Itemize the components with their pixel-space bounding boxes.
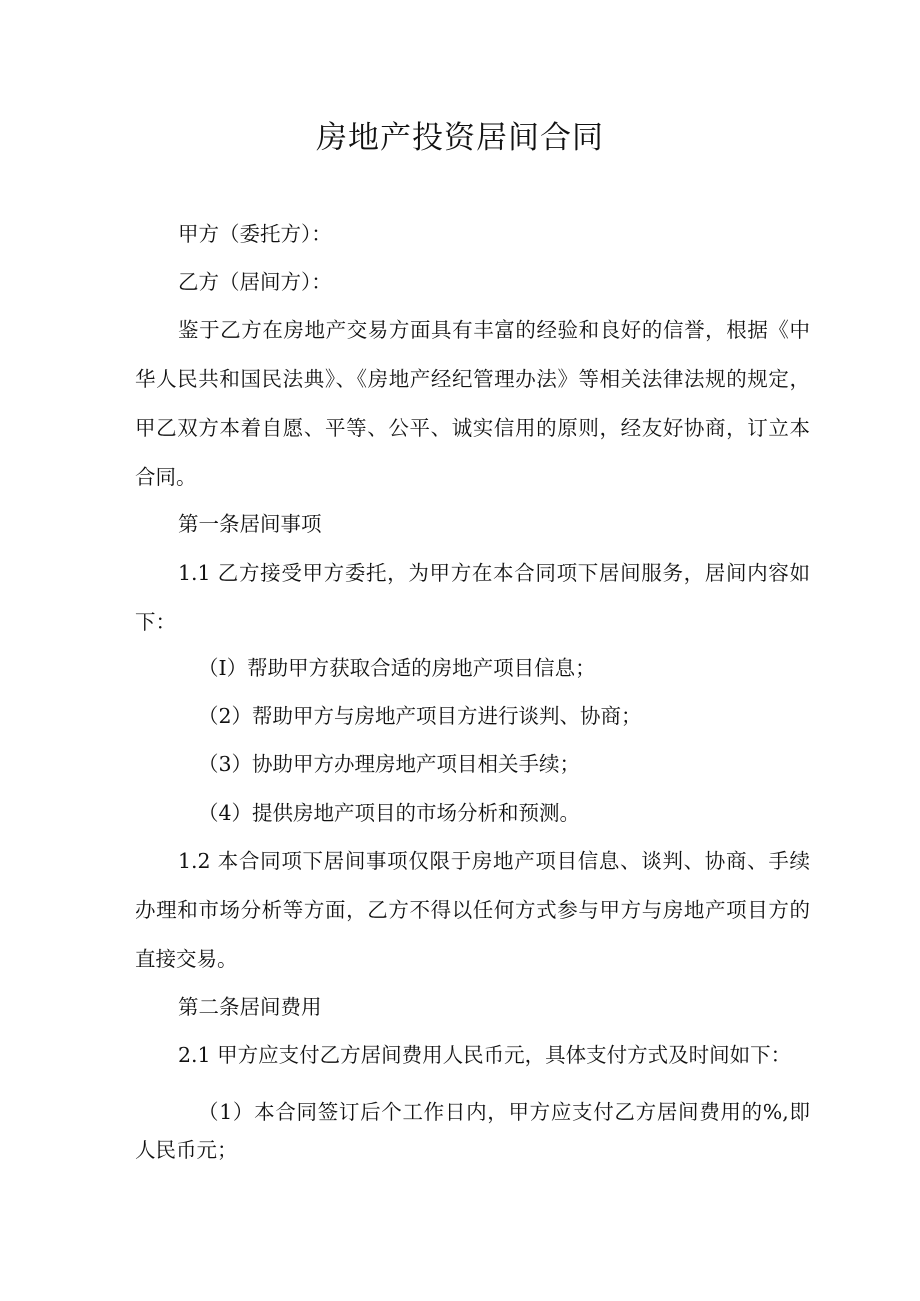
clause-1-1: 1.1 乙方接受甲方委托，为甲方在本合同项下居间服务，居间内容如下： — [135, 561, 810, 634]
clause-2-1: 2.1 甲方应支付乙方居间费用人民币元，具体支付方式及时间如下： — [178, 1043, 792, 1067]
party-a-line: 甲方（委托方）： — [178, 222, 332, 246]
clause-1-2: 1.2 本合同项下居间事项仅限于房地产项目信息、谈判、协商、手续办理和市场分析等方面，乙方不得以任何方式参与甲方与房地产项目方的直接交易。 — [135, 849, 810, 971]
preamble-paragraph: 鉴于乙方在房地产交易方面具有丰富的经验和良好的信誉，根据《中华人民共和国民法典》、《房地产经纪管理办法》等相关法律法规的规定，甲乙双方本着自愿、平等、公平、诚实信用的原则，经友好协商，订立本合同。 — [135, 318, 810, 489]
party-b-line: 乙方（居间方）： — [178, 270, 332, 294]
list-item-1: （I）帮助甲方获取合适的房地产项目信息； — [198, 656, 596, 680]
payment-item-1: （1）本合同签订后个工作日内，甲方应支付乙方居间费用的%,即人民币元； — [135, 1100, 810, 1162]
article-2-heading: 第二条居间费用 — [178, 995, 322, 1019]
list-item-4: （4）提供房地产项目的市场分析和预测。 — [198, 801, 581, 825]
document-title: 房地产投资居间合同 — [316, 120, 604, 156]
article-1-heading: 第一条居间事项 — [178, 512, 322, 536]
list-item-2: （2）帮助甲方与房地产项目方进行谈判、协商； — [198, 704, 642, 728]
list-item-3: （3）协助甲方办理房地产项目相关手续； — [198, 752, 581, 776]
